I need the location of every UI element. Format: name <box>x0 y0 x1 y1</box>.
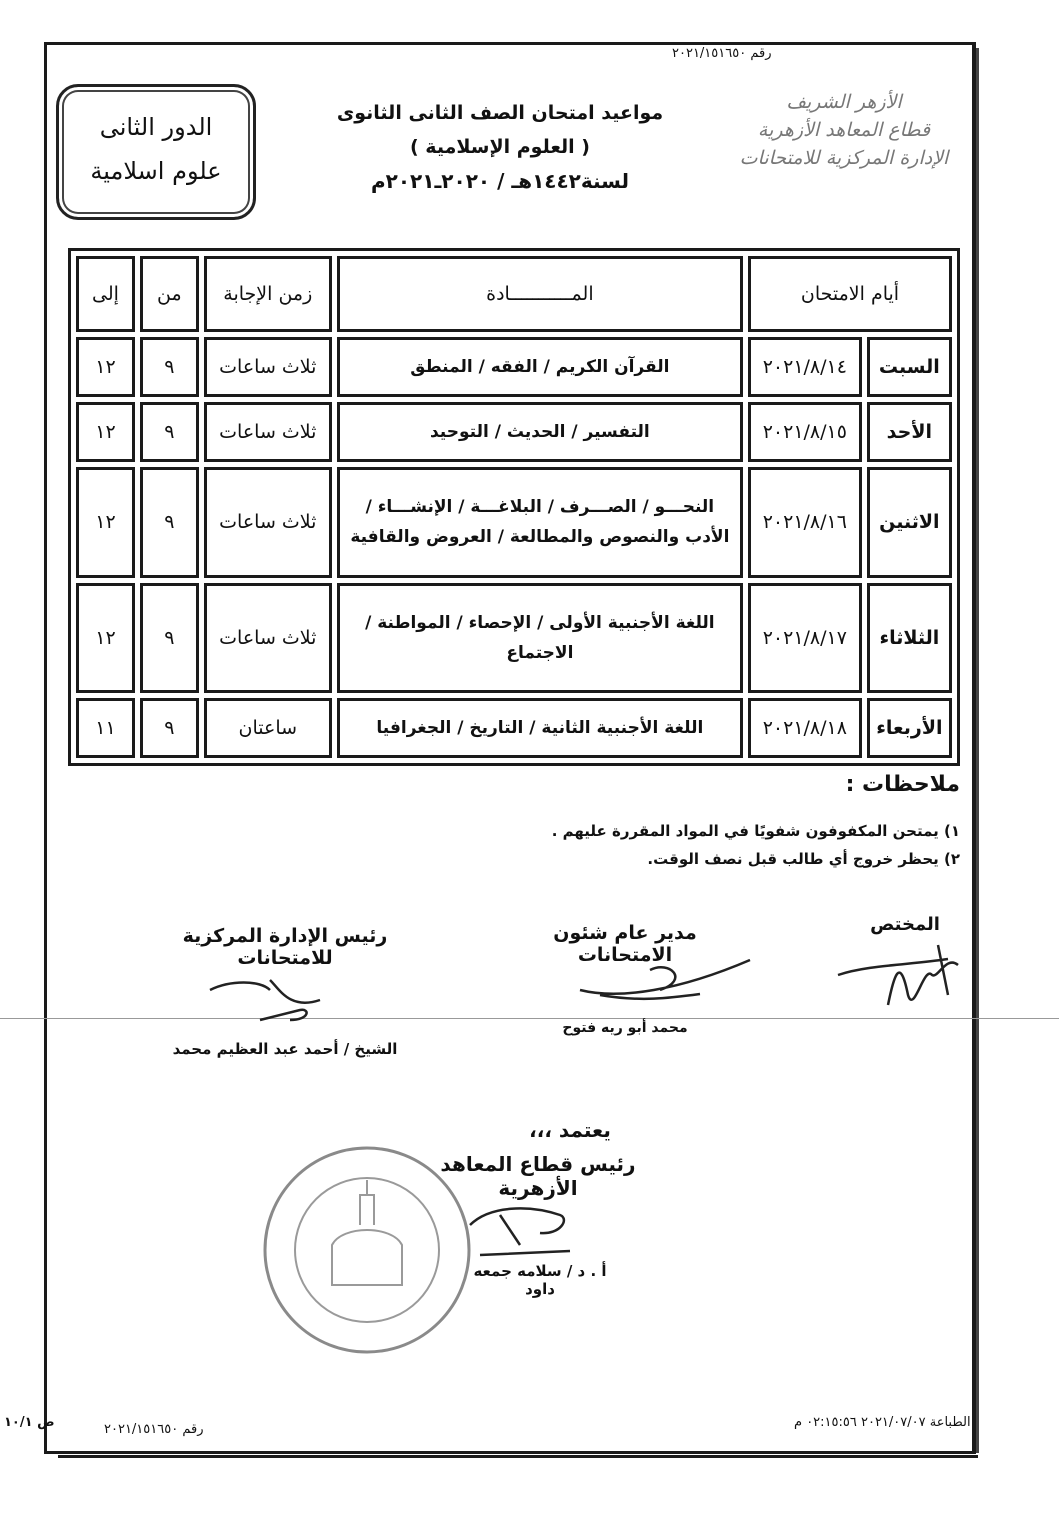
chief-name: الشيخ / أحمد عبد العظيم محمد <box>172 1040 398 1058</box>
notes-title: ملاحظات : <box>845 772 960 797</box>
row-from: ٩ <box>140 698 199 758</box>
row-from: ٩ <box>140 337 199 397</box>
row-duration: ساعتان <box>204 698 332 758</box>
logo-line-2: قطاع المعاهد الأزهرية <box>757 119 931 141</box>
approve-word: يعتمد ،،، <box>529 1118 611 1142</box>
row-subject: اللغة الأجنبية الأولى / الإحصاء / المواطنة / الاجتماع <box>337 583 743 693</box>
table-row <box>76 402 952 462</box>
chief-signature-icon <box>200 970 330 1030</box>
row-subject: التفسير / الحديث / التوحيد <box>337 402 743 462</box>
director-name: محمد أبو ريه فتوح <box>562 1020 688 1036</box>
row-from: ٩ <box>140 583 199 693</box>
row-duration: ثلاث ساعات <box>204 337 332 397</box>
row-day: الاثنين <box>867 467 952 577</box>
header-subject: المـــــــــــادة <box>337 256 743 332</box>
heading-title: مواعيد امتحان الصف الثانى الثانوى <box>336 102 664 124</box>
header-exam-days: أيام الامتحان <box>748 256 952 332</box>
director-signature-icon <box>560 950 760 1010</box>
approve-title: رئيس قطاع المعاهد الأزهرية <box>440 1152 636 1200</box>
table-row <box>76 583 952 693</box>
page-edge <box>976 48 979 1453</box>
row-day: السبت <box>867 337 952 397</box>
azhar-logo-text <box>730 88 958 172</box>
row-to: ١٢ <box>76 583 135 693</box>
header-duration: زمن الإجابة <box>204 256 332 332</box>
heading-year: لسنة١٤٤٢هـ / ٢٠٢٠ـ٢٠٢١م <box>370 169 630 193</box>
header-from: من <box>140 256 199 332</box>
row-date: ٢٠٢١/٨/١٦ <box>748 467 862 577</box>
row-date: ٢٠٢١/٨/١٥ <box>748 402 862 462</box>
heading-subject-group: ( العلوم الإسلامية ) <box>410 136 590 158</box>
row-to: ١٢ <box>76 402 135 462</box>
row-day: الأربعاء <box>867 698 952 758</box>
table-row <box>76 337 952 397</box>
session-badge <box>56 84 256 220</box>
director-title: مدير عام شئون الامتحانات <box>553 922 697 966</box>
row-to: ١٢ <box>76 337 135 397</box>
row-subject: القرآن الكريم / الفقه / المنطق <box>337 337 743 397</box>
badge-session: الدور الثانى <box>99 113 213 141</box>
row-from: ٩ <box>140 467 199 577</box>
top-reference-number: رقم ٢٠٢١/١٥١٦٥٠ <box>672 46 772 61</box>
official-seal-icon <box>262 1135 482 1365</box>
row-to: ١١ <box>76 698 135 758</box>
footer-reference: رقم ٢٠٢١/١٥١٦٥٠ <box>104 1422 204 1437</box>
table-header-row <box>76 256 952 332</box>
logo-line-1: الأزهر الشريف <box>786 91 902 113</box>
row-day: الثلاثاء <box>867 583 952 693</box>
badge-track: علوم اسلامية <box>90 157 222 185</box>
approver-name: أ . د / سلامه جمعه داود <box>473 1262 607 1298</box>
table-row <box>76 467 952 577</box>
exam-schedule-table <box>68 248 960 766</box>
note-item: ٢) يحظر خروج أي طالب قبل نصف الوقت. <box>647 850 960 868</box>
specialist-title: المختص <box>870 914 940 935</box>
logo-line-3: الإدارة المركزية للامتحانات <box>739 147 949 169</box>
table-row <box>76 698 952 758</box>
row-from: ٩ <box>140 402 199 462</box>
header-to: إلى <box>76 256 135 332</box>
row-duration: ثلاث ساعات <box>204 402 332 462</box>
chief-title: رئيس الإدارة المركزية للامتحانات <box>182 925 388 969</box>
row-day: الأحد <box>867 402 952 462</box>
page-bottom-line <box>58 1455 978 1458</box>
row-date: ٢٠٢١/٨/١٧ <box>748 583 862 693</box>
row-subject: اللغة الأجنبية الثانية / التاريخ / الجغرافيا <box>337 698 743 758</box>
row-to: ١٢ <box>76 467 135 577</box>
row-subject: النحـــو / الصـــرف / البلاغـــة / الإنشـــاء / الأدب والنصوص والمطالعة / العروض والقافية <box>337 467 743 577</box>
document-heading <box>320 96 680 198</box>
row-date: ٢٠٢١/٨/١٤ <box>748 337 862 397</box>
row-duration: ثلاث ساعات <box>204 467 332 577</box>
footer-print-time: الطباعة ٢٠٢١/٠٧/٠٧ ٠٢:١٥:٥٦ م <box>794 1415 971 1430</box>
note-item: ١) يمتحن المكفوفون شفويًا في المواد المقررة عليهم . <box>551 822 960 840</box>
row-date: ٢٠٢١/٨/١٨ <box>748 698 862 758</box>
specialist-signature-icon <box>828 935 978 1025</box>
notes-section <box>520 772 960 873</box>
row-duration: ثلاث ساعات <box>204 583 332 693</box>
footer-page-number: ص ١٠/١ <box>4 1415 55 1430</box>
